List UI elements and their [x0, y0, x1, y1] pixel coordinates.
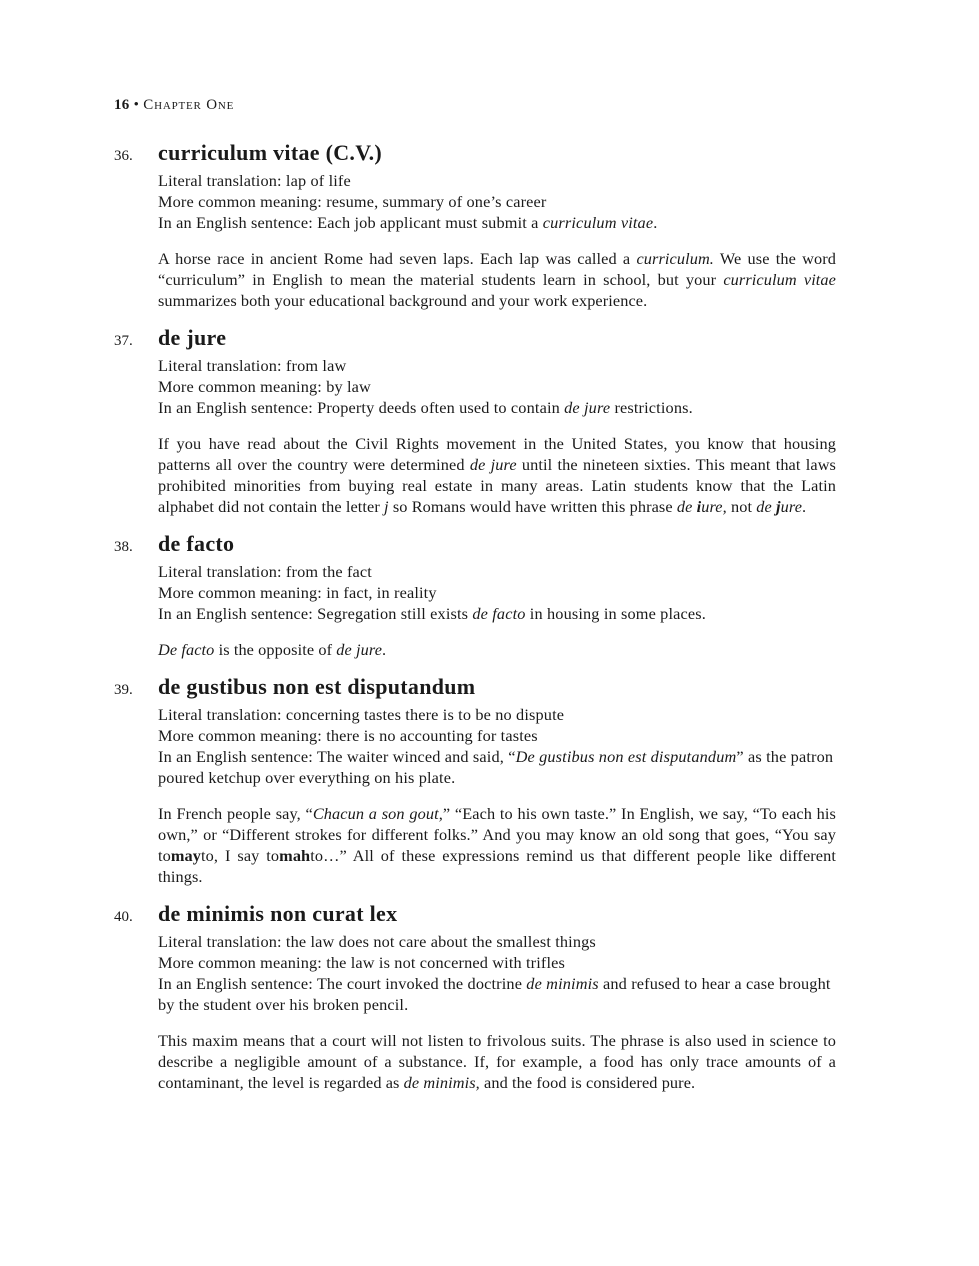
text-segment: Chacun a son gout, [312, 804, 443, 823]
text-segment: In an English sentence: Property deeds often used to contain [158, 398, 565, 417]
text-segment: de [676, 497, 697, 516]
literal-translation: Literal translation: from law [158, 356, 347, 375]
entry-40 [114, 901, 836, 1093]
text-segment: is the opposite of [214, 640, 337, 659]
common-meaning: More common meaning: there is no accounting for tastes [158, 726, 538, 745]
entry-37 [114, 325, 836, 517]
text-segment: until the nineteen sixties. This meant that laws prohibited minorities from buying real estate in many areas. Latin students know that the Latin alphabet did not contain the letter [158, 455, 836, 516]
entry-heading [114, 325, 836, 355]
text-segment: so Romans would have written this phrase [388, 497, 677, 516]
entry-body [158, 704, 836, 887]
text-segment: In an English sentence: The court invoked the doctrine [158, 974, 527, 993]
literal-translation: Literal translation: from the fact [158, 562, 372, 581]
chapter-title: Chapter One [143, 97, 235, 113]
entry-title: de gustibus non est disputandum [158, 674, 476, 699]
entry-body [158, 561, 836, 660]
text-segment: de jure [336, 640, 383, 659]
entry-36 [114, 140, 836, 311]
page-number: 16 [114, 97, 130, 113]
text-segment: In an English sentence: The waiter winced and said, “ [158, 747, 516, 766]
entry-38 [114, 531, 836, 660]
english-sentence [158, 397, 836, 418]
entry-39 [114, 674, 836, 887]
text-segment: In French people say, “ [158, 804, 313, 823]
literal-translation: Literal translation: concerning tastes there is to be no dispute [158, 705, 565, 724]
entry-number: 40. [114, 909, 133, 925]
text-segment: de jure [469, 455, 517, 474]
running-header [114, 97, 234, 114]
text-segment: curriculum vitae [542, 213, 654, 232]
entry-number: 37. [114, 333, 133, 349]
text-segment: mah [279, 846, 311, 865]
entry-body [158, 170, 836, 311]
entry-list [114, 140, 836, 1107]
text-segment: If you have read about the Civil Rights movement in the United States, you know that housing patterns all over the country were determined [158, 434, 836, 474]
text-segment: i [696, 497, 702, 516]
text-segment: not [726, 497, 757, 516]
text-segment: de minimis [526, 974, 599, 993]
entry-heading [114, 674, 836, 704]
text-segment: curriculum vitae [723, 270, 837, 289]
text-segment: ure, [701, 497, 727, 516]
entry-number: 36. [114, 148, 133, 164]
common-meaning: More common meaning: in fact, in reality [158, 583, 437, 602]
text-segment: A horse race in ancient Rome had seven laps. Each lap was called a [158, 249, 637, 268]
entry-number: 39. [114, 682, 133, 698]
explanation-paragraph [158, 639, 836, 660]
text-segment: summarizes both your educational background and your work experience. [158, 291, 648, 310]
text-segment: j [776, 497, 781, 516]
literal-translation: Literal translation: lap of life [158, 171, 351, 190]
text-segment: . [653, 213, 658, 232]
text-segment: In an English sentence: Each job applicant must submit a [158, 213, 543, 232]
text-segment: ure [780, 497, 803, 516]
text-segment: In an English sentence: Segregation still exists [158, 604, 473, 623]
text-segment: ” as the patron poured ketchup over everything on his plate. [158, 747, 834, 787]
entry-title: de jure [158, 325, 227, 350]
entry-heading [114, 531, 836, 561]
text-segment: . [802, 497, 807, 516]
entry-title: de facto [158, 531, 235, 556]
entry-body [158, 355, 836, 517]
common-meaning: More common meaning: the law is not concerned with trifles [158, 953, 566, 972]
entry-title: curriculum vitae (C.V.) [158, 140, 383, 165]
text-segment: and the food is considered pure. [479, 1073, 696, 1092]
text-segment: in housing in some places. [525, 604, 706, 623]
entry-body [158, 931, 836, 1093]
english-sentence [158, 746, 836, 788]
text-segment: De gustibus non est disputandum [515, 747, 737, 766]
text-segment: De facto [158, 640, 215, 659]
text-segment: This maxim means that a court will not listen to frivolous suits. The phrase is also used in science to describe a negligible amount of a substance. If, for example, a food has only trace amounts of a contaminant, the level is regarded as [158, 1031, 836, 1092]
text-segment: to, I say to [201, 846, 280, 865]
text-segment: curriculum. [636, 249, 714, 268]
text-segment: . [382, 640, 387, 659]
explanation-paragraph [158, 1030, 836, 1093]
explanation-paragraph [158, 433, 836, 517]
explanation-paragraph [158, 248, 836, 311]
text-segment: de jure [564, 398, 611, 417]
text-segment: de [756, 497, 777, 516]
english-sentence [158, 603, 836, 624]
text-segment: de minimis, [403, 1073, 480, 1092]
entry-title: de minimis non curat lex [158, 901, 398, 926]
text-segment: and refused to hear a case brought by the student over his broken pencil. [158, 974, 831, 1014]
english-sentence [158, 212, 836, 233]
text-segment: de facto [472, 604, 526, 623]
text-segment: j [384, 497, 389, 516]
entry-number: 38. [114, 539, 133, 555]
english-sentence [158, 973, 836, 1015]
common-meaning: More common meaning: by law [158, 377, 371, 396]
explanation-paragraph [158, 803, 836, 887]
entry-heading [114, 140, 836, 170]
text-segment: to…” All of these expressions remind us that different people like different things. [158, 846, 836, 886]
text-segment: restrictions. [610, 398, 693, 417]
literal-translation: Literal translation: the law does not care about the smallest things [158, 932, 596, 951]
text-segment: We use the word “curriculum” in English to mean the material students learn in school, but your [158, 249, 836, 289]
header-separator: • [133, 97, 140, 113]
common-meaning: More common meaning: resume, summary of one’s career [158, 192, 547, 211]
text-segment: ” “Each to his own taste.” In English, we say, “To each his own,” or “Different strokes for different folks.” And you may know an old song that goes, “You say to [158, 804, 836, 865]
entry-heading [114, 901, 836, 931]
text-segment: may [170, 846, 202, 865]
